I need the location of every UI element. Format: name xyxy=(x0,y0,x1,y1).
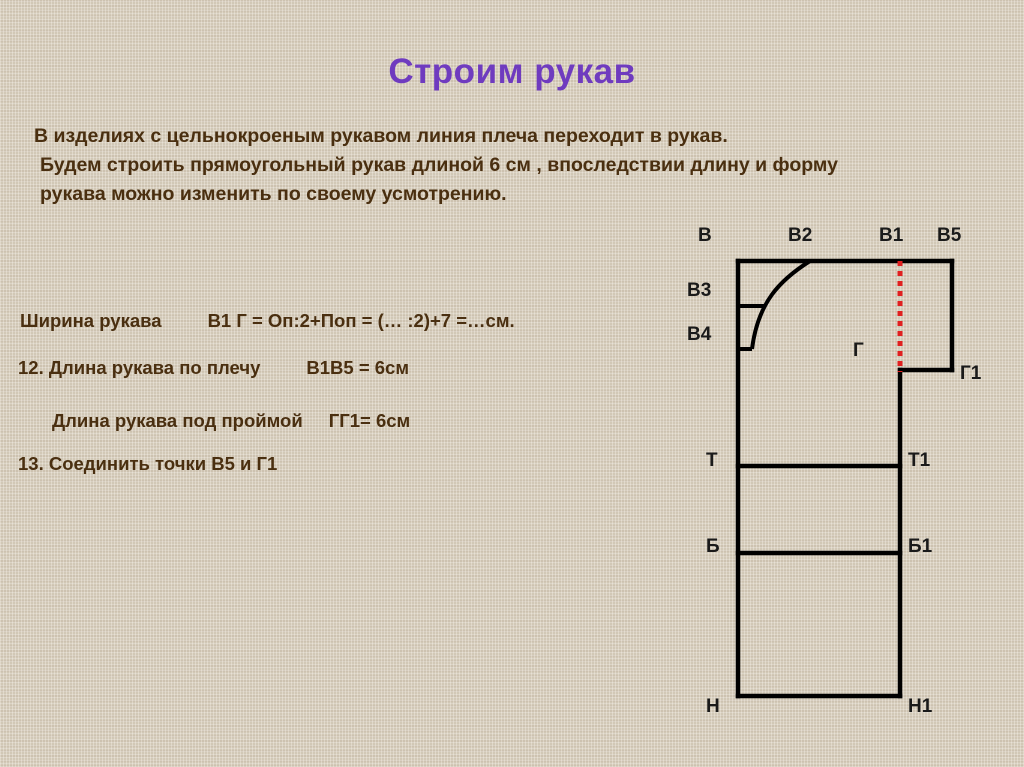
intro-line-1: В изделиях с цельнокроеным рукавом линия плеча переходит в рукав. xyxy=(34,125,728,147)
instruction-12b-label: Длина рукава под проймой xyxy=(52,410,303,431)
instruction-12b-value: ГГ1= 6см xyxy=(328,410,411,431)
label-point-B: Б xyxy=(706,536,720,557)
page-title: Строим рукав xyxy=(388,52,636,91)
label-point-B1: Б1 xyxy=(908,536,933,557)
label-point-T: Т xyxy=(706,450,718,471)
sleeve-width-formula: В1 Г = Оп:2+Поп = (… :2)+7 =…см. xyxy=(207,310,515,331)
intro-paragraph xyxy=(34,122,964,209)
instruction-12b xyxy=(52,410,410,432)
label-point-N: Н xyxy=(706,696,720,717)
sleeve-width-row xyxy=(20,310,515,332)
instruction-12 xyxy=(18,357,409,379)
label-point-V1: В1 xyxy=(879,225,904,246)
label-point-T1: Т1 xyxy=(908,450,931,471)
instruction-12-label: 12. Длина рукава по плечу xyxy=(18,357,261,378)
label-point-G: Г xyxy=(853,340,864,361)
sleeve-pattern-diagram xyxy=(660,218,1020,738)
label-point-V2: В2 xyxy=(788,225,813,246)
instruction-13: 13. Соединить точки В5 и Г1 xyxy=(18,453,278,474)
label-point-N1: Н1 xyxy=(908,696,933,717)
label-point-V: В xyxy=(698,225,712,246)
label-point-V4: В4 xyxy=(687,324,712,345)
intro-line-2: Будем строить прямоугольный рукав длиной 6 см , впоследствии длину и форму xyxy=(40,154,838,176)
instruction-12-value: В1В5 = 6см xyxy=(306,357,410,378)
intro-line-3: рукава можно изменить по своему усмотрению. xyxy=(40,183,507,205)
pattern-outline xyxy=(738,261,952,696)
label-point-G1: Г1 xyxy=(960,363,982,384)
label-point-V3: В3 xyxy=(687,280,712,301)
pattern-svg xyxy=(660,218,1020,738)
sleeve-width-label: Ширина рукава xyxy=(20,310,162,331)
label-point-V5: В5 xyxy=(937,225,962,246)
